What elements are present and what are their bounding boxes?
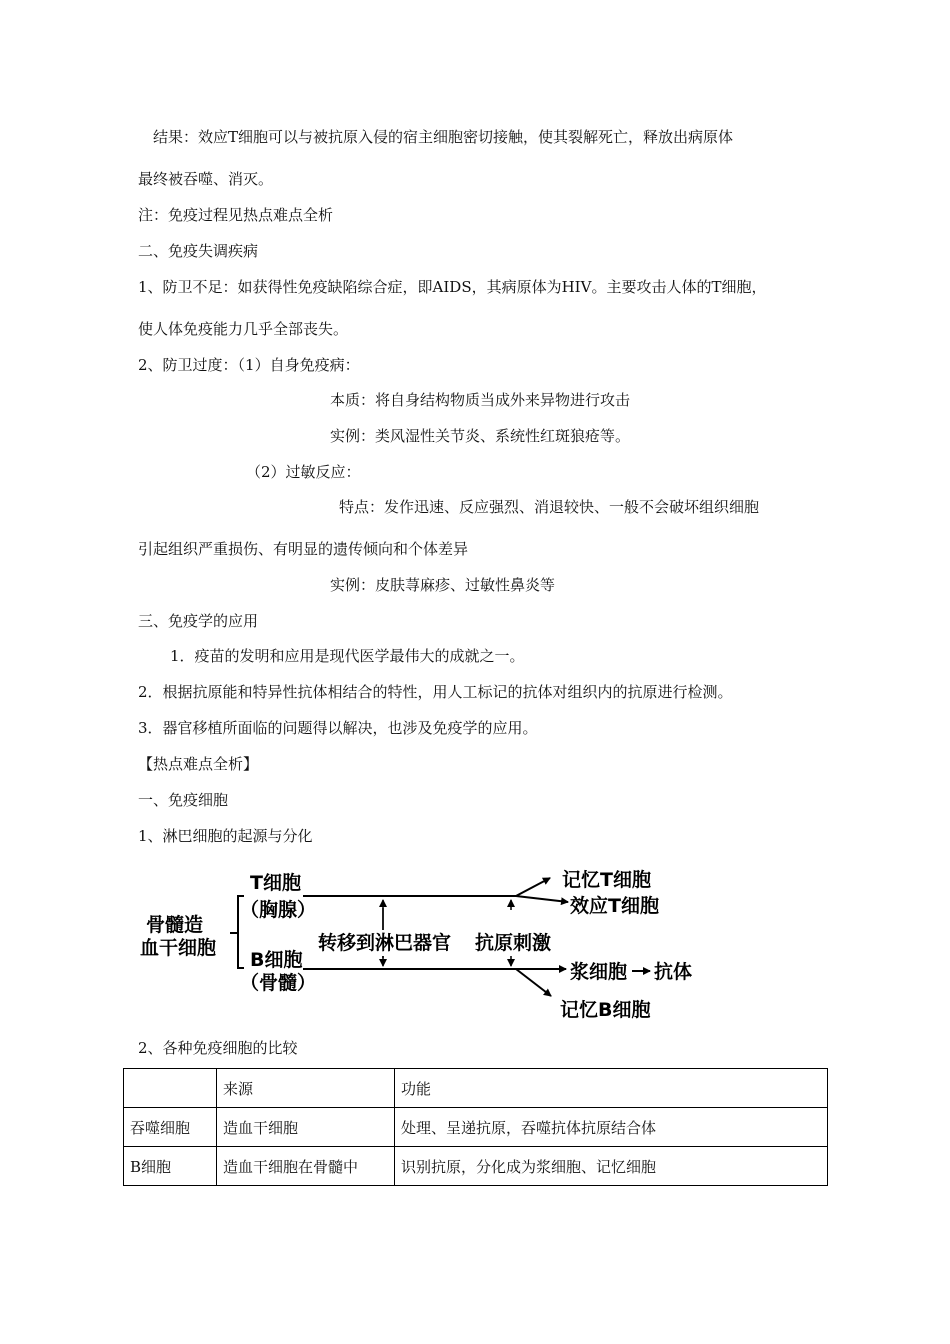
table-header-row (124, 1069, 828, 1108)
hot-item-2: 2、各种免疫细胞的比较 (138, 1039, 298, 1057)
hot-section-1: 一、免疫细胞 (138, 791, 229, 809)
b-cell-label: B细胞 (250, 949, 303, 971)
autoimmune-example: 实例：类风湿性关节炎、系统性红斑狼疮等。 (330, 427, 631, 445)
lymphocyte-origin-diagram (138, 858, 718, 1030)
stimulus-label: 抗原刺激 (475, 932, 552, 954)
allergy-title: （2）过敏反应： (246, 463, 361, 481)
b-branch-memory (516, 969, 551, 996)
b-cell-site: （骨髓） (240, 972, 317, 994)
t-branch-effector (516, 896, 568, 902)
result-line-1: 结果：效应T细胞可以与被抗原入侵的宿主细胞密切接触，使其裂解死亡，释放出病原体 (153, 128, 734, 146)
allergy-feature-line-1: 特点：发作迅速、反应强烈、消退较快、一般不会破坏组织细胞 (339, 498, 760, 516)
memory-b-label: 记忆B细胞 (560, 999, 651, 1021)
immune-cell-comparison-table (123, 1068, 828, 1186)
item-1-line-1: 1、防卫不足：如获得性免疫缺陷综合症，即AIDS，其病原体为HIV。主要攻击人体的T细胞， (138, 278, 767, 296)
hot-topics-title: 【热点难点全析】 (138, 755, 259, 773)
antibody-label: 抗体 (654, 961, 693, 983)
application-1: 1．疫苗的发明和应用是现代医学最伟大的成就之一。 (170, 647, 525, 665)
table-cell: 造血干细胞 (217, 1108, 395, 1147)
table-header-cell: 来源 (217, 1069, 395, 1108)
section-2-title: 二、免疫失调疾病 (138, 242, 259, 260)
t-branch-memory (516, 878, 550, 896)
allergy-example: 实例：皮肤荨麻疹、过敏性鼻炎等 (330, 576, 556, 594)
application-2: 2．根据抗原能和特异性抗体相结合的特性，用人工标记的抗体对组织内的抗原进行检测。 (138, 683, 733, 701)
transfer-label: 转移到淋巴器官 (318, 932, 452, 954)
application-3: 3．器官移植所面临的问题得以解决，也涉及免疫学的应用。 (138, 719, 538, 737)
plasma-label: 浆细胞 (570, 961, 628, 983)
autoimmune-essence: 本质：将自身结构物质当成外来异物进行攻击 (330, 391, 631, 409)
table-cell: 造血干细胞在骨髓中 (217, 1147, 395, 1186)
note-line: 注：免疫过程见热点难点全析 (138, 206, 334, 224)
table-cell: 吞噬细胞 (124, 1108, 217, 1147)
table-header-cell (124, 1069, 217, 1108)
item-1-line-2: 使人体免疫能力几乎全部丧失。 (138, 320, 349, 338)
section-3-title: 三、免疫学的应用 (138, 612, 259, 630)
allergy-feature-line-2: 引起组织严重损伤、有明显的遗传倾向和个体差异 (138, 540, 469, 558)
result-line-2: 最终被吞噬、消灭。 (138, 170, 274, 188)
item-2-title: 2、防卫过度：（1）自身免疫病： (138, 356, 360, 374)
origin-label-2: 血干细胞 (140, 937, 217, 959)
table-cell: 处理、呈递抗原，吞噬抗体抗原结合体 (395, 1108, 828, 1147)
table-row (124, 1147, 828, 1186)
t-cell-label: T细胞 (250, 872, 301, 894)
origin-label-1: 骨髓造 (146, 914, 204, 936)
effector-t-label: 效应T细胞 (570, 895, 659, 917)
table-cell: B细胞 (124, 1147, 217, 1186)
table-header-cell: 功能 (395, 1069, 828, 1108)
table-row (124, 1108, 828, 1147)
t-cell-site: （胸腺） (240, 899, 317, 921)
table-cell: 识别抗原，分化成为浆细胞、记忆细胞 (395, 1147, 828, 1186)
memory-t-label: 记忆T细胞 (562, 869, 651, 891)
hot-item-1: 1、淋巴细胞的起源与分化 (138, 827, 313, 845)
